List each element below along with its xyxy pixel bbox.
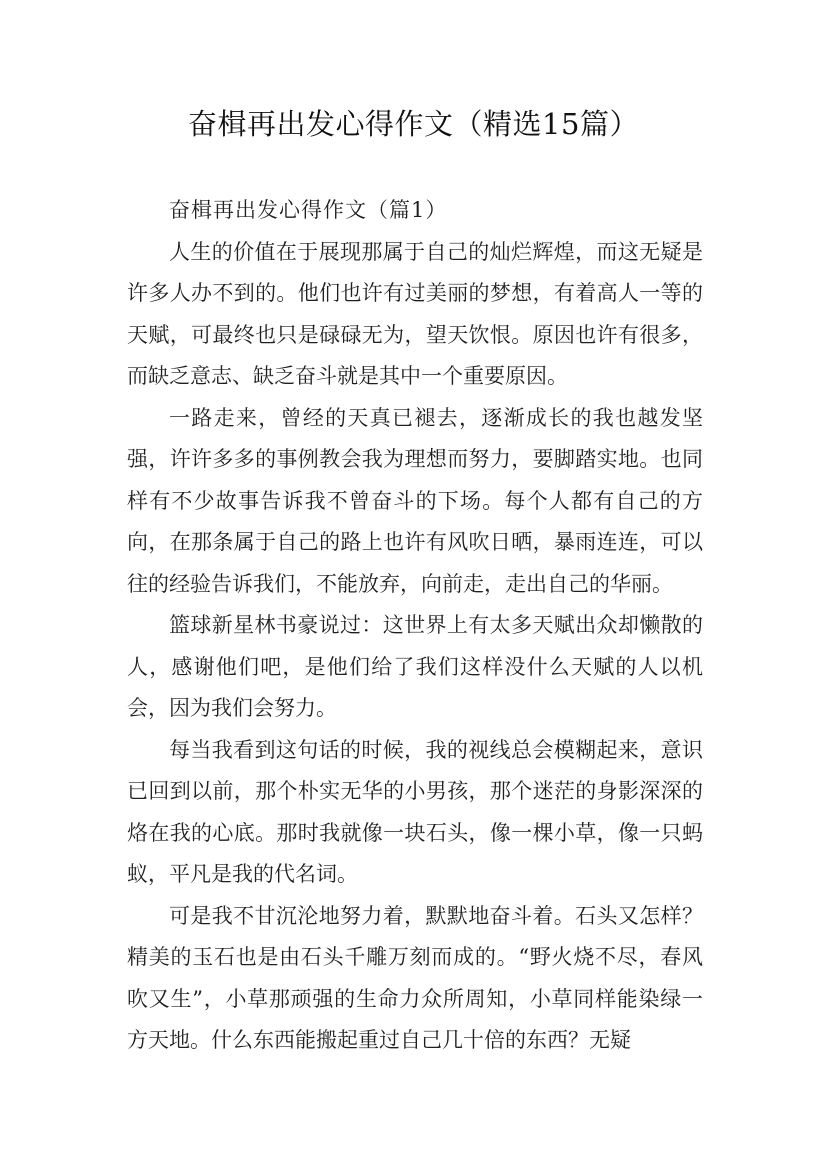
paragraph-5: 可是我不甘沉沦地努力着，默默地奋斗着。石头又怎样？精美的玉石也是由石头千雕万刻而成的。“野火烧不尽，春风吹又生”，小草那顽强的生命力众所周知，小草同样能染绿一方天地。什么东西能搬起重过自己几十倍的东西？无疑: [127, 903, 703, 1052]
paragraph-4: 每当我看到这句话的时候，我的视线总会模糊起来，意识已回到以前，那个朴实无华的小男孩，那个迷茫的身影深深的烙在我的心底。那时我就像一块石头，像一棵小草，像一只蚂蚁，平凡是我的代名词。: [127, 737, 703, 886]
section-heading: 奋楫再出发心得作文（篇1）: [169, 198, 448, 222]
document-body: [127, 190, 703, 1062]
paragraph-1: 人生的价值在于展现那属于自己的灿烂辉煌，而这无疑是许多人办不到的。他们也许有过美丽的梦想，有着高人一等的天赋，可最终也只是碌碌无为，望天饮恨。原因也许有很多，而缺乏意志、缺乏奋斗就是其中一个重要原因。: [127, 239, 703, 388]
document-title: 奋楫再出发心得作文（精选15篇）: [188, 107, 639, 141]
paragraph-2: 一路走来，曾经的天真已褪去，逐渐成长的我也越发坚强，许许多多的事例教会我为理想而努力，要脚踏实地。也同样有不少故事告诉我不曾奋斗的下场。每个人都有自己的方向，在那条属于自己的路上也许有风吹日晒，暴雨连连，可以往的经验告诉我们，不能放弃，向前走，走出自己的华丽。: [127, 405, 703, 596]
paragraph-3: 篮球新星林书豪说过：这世界上有太多天赋出众却懒散的人，感谢他们吧，是他们给了我们这样没什么天赋的人以机会，因为我们会努力。: [127, 613, 703, 720]
